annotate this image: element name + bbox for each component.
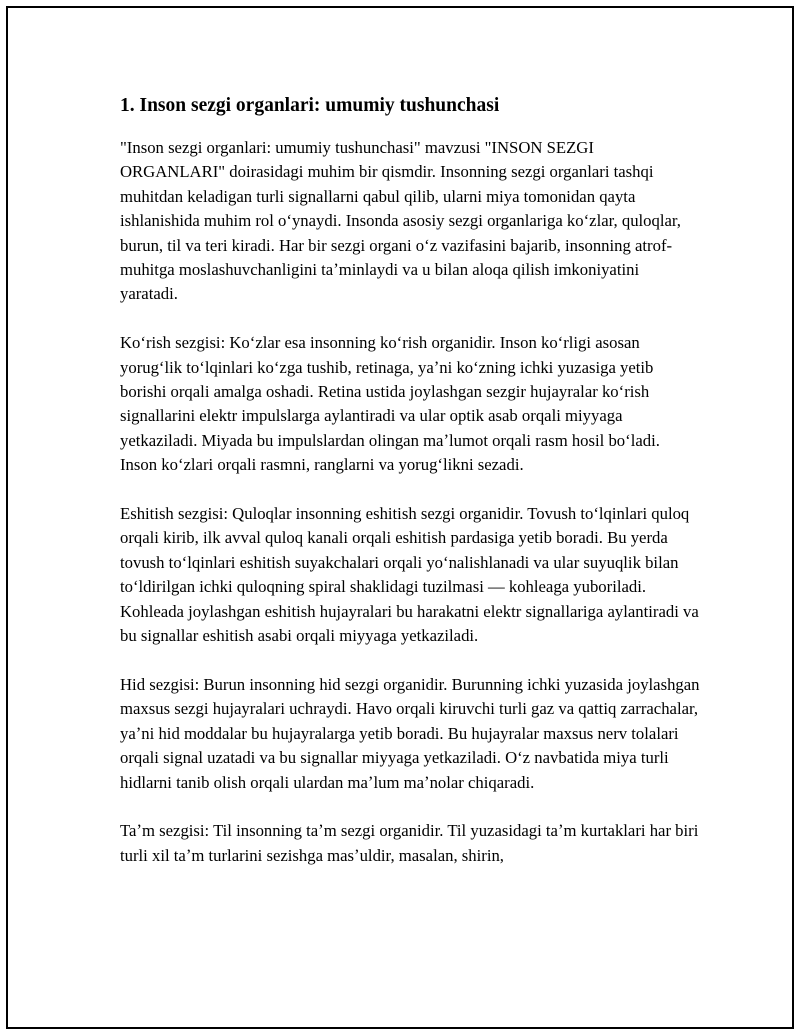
- section-heading: 1. Inson sezgi organlari: umumiy tushunchasi: [120, 95, 500, 116]
- document-body: [120, 94, 700, 893]
- paragraph-intro: "Inson sezgi organlari: umumiy tushunchasi" mavzusi "INSON SEZGI ORGANLARI" doirasidagi muhim bir qismdir. Insonning sezgi organlari tashqi muhitdan keladigan turli signallarni qabul qilib, ularni miya tomonidan qayta ishlanishida muhim rol oʻynaydi. Insonda asosiy sezgi organlariga koʻzlar, quloqlar, burun, til va teri kiradi. Har bir sezgi organi oʻz vazifasini bajarib, insonning atrof-muhitga moslashuvchanligini taʼminlaydi va u bilan aloqa qilish imkoniyatini yaratadi.: [120, 138, 681, 304]
- paragraph-taste: Taʼm sezgisi: Til insonning taʼm sezgi organidir. Til yuzasidagi taʼm kurtaklari har biri turli xil taʼm turlarini sezishga masʼuldir, masalan, shirin,: [120, 821, 699, 865]
- paragraph-hearing: Eshitish sezgisi: Quloqlar insonning eshitish sezgi organidir. Tovush toʻlqinlari quloq orqali kirib, ilk avval quloq kanali orqali eshitish pardasiga yetib boradi. Bu yerda tovush toʻlqinlari eshitish suyakchalari orqali yoʻnalishlanadi va ular suyuqlik bilan toʻldirilgan ichki quloqning spiral shaklidagi tuzilmasi — kohleaga yuboriladi. Kohleada joylashgan eshitish hujayralari bu harakatni elektr signallariga aylantiradi va bu signallar eshitish asabi orqali miyyaga yetkaziladi.: [120, 504, 699, 646]
- paragraph-smell: Hid sezgisi: Burun insonning hid sezgi organidir. Burunning ichki yuzasida joylashgan maxsus sezgi hujayralari uchraydi. Havo orqali kiruvchi turli gaz va qattiq zarrachalar, yaʼni hid moddalar bu hujayralarga yetib boradi. Bu hujayralar maxsus nerv tolalari orqali signal uzatadi va bu signallar miyyaga yetkaziladi. Oʻz navbatida miya turli hidlarni tanib olish orqali ulardan maʼlum maʼnolar chiqaradi.: [120, 674, 700, 792]
- page-frame: [6, 6, 794, 1029]
- paragraph-sight: Koʻrish sezgisi: Koʻzlar esa insonning koʻrish organidir. Inson koʻrligi asosan yorugʻlik toʻlqinlari koʻzga tushib, retinaga, yaʼni koʻzning ichki yuzasiga yetib borishi orqali amalga oshadi. Retina ustida joylashgan sezgir hujayralar koʻrish signallarini elektr impulslarga aylantiradi va ular optik asab orqali miyyaga yetkaziladi. Miyada bu impulslardan olingan maʼlumot orqali rasm hosil boʻladi. Inson koʻzlari orqali rasmni, ranglarni va yorugʻlikni sezadi.: [120, 333, 660, 475]
